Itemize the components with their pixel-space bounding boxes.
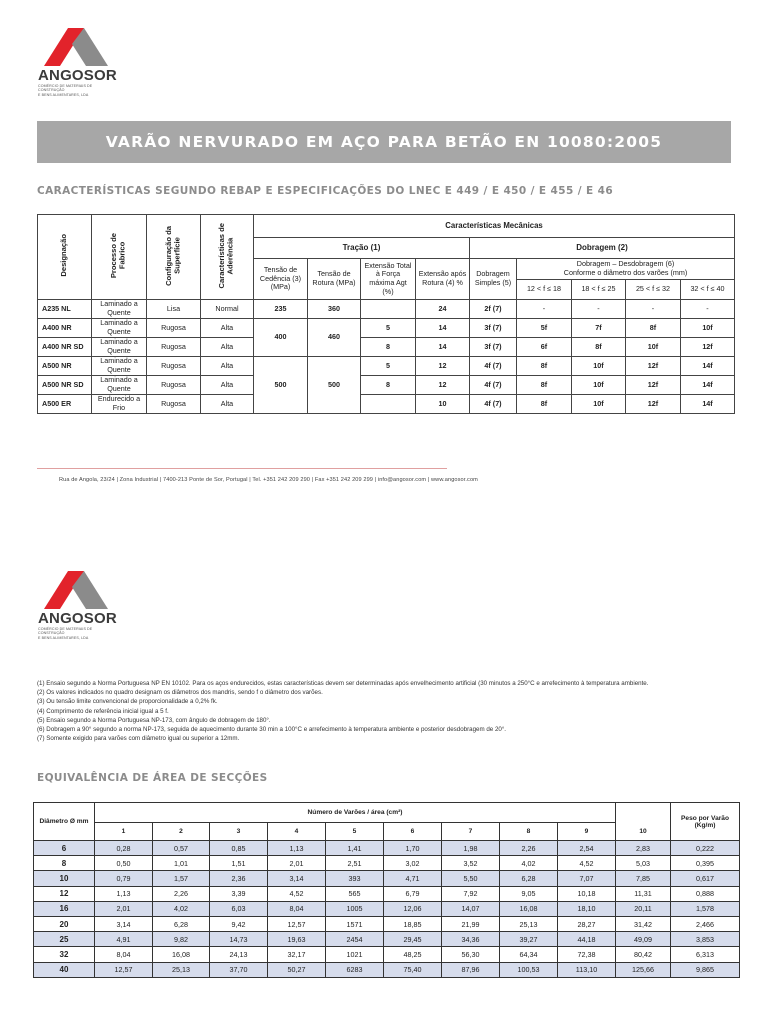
- header-extensao-apos: Extensão após Rotura (4) %: [416, 259, 470, 300]
- area-cell: 12,57: [268, 916, 326, 931]
- aderencia-cell: Alta: [201, 338, 254, 357]
- area-cell: 9,42: [210, 916, 268, 931]
- header-col-6: 6: [384, 823, 442, 841]
- area-cell: 6,28: [500, 871, 558, 886]
- area-cell: 24,13: [210, 947, 268, 962]
- header-dobragem: Dobragem (2): [470, 238, 735, 259]
- area-cell: 1,01: [153, 856, 210, 871]
- configuracao-cell: Lisa: [147, 300, 201, 319]
- area-cell: 3,14: [95, 916, 153, 931]
- tensao-cedencia-cell: 400: [254, 319, 308, 357]
- weight-cell: 0,395: [671, 856, 740, 871]
- area-cell: 87,96: [442, 962, 500, 977]
- area-cell: 6,79: [384, 886, 442, 901]
- area-cell: 19,63: [268, 932, 326, 947]
- header-col-2: 2: [153, 823, 210, 841]
- header-configuracao: Configuração da Superfície: [147, 215, 201, 300]
- range-4-cell: 14f: [681, 395, 735, 414]
- extensao-total-cell: 5: [361, 319, 416, 338]
- table-row: [34, 856, 740, 871]
- header-range-2: 18 < f ≤ 25: [572, 280, 626, 300]
- area-cell: 4,91: [95, 932, 153, 947]
- range-2-cell: -: [572, 300, 626, 319]
- equivalence-table-body: [34, 841, 740, 978]
- designacao-cell: A500 NR: [38, 357, 92, 376]
- weight-cell: 0,222: [671, 841, 740, 856]
- configuracao-cell: Rugosa: [147, 395, 201, 414]
- diameter-cell: 8: [34, 856, 95, 871]
- processo-cell: Laminado a Quente: [92, 357, 147, 376]
- area-cell: 25,13: [153, 962, 210, 977]
- table-row: [38, 376, 735, 395]
- roof-logo-icon: [38, 569, 110, 609]
- dobragem-simples-cell: 3f (7): [470, 319, 517, 338]
- header-col-1: 1: [95, 823, 153, 841]
- footnote: (3) Ou tensão limite convencional de proporcionalidade a 0,2% fk.: [37, 698, 218, 706]
- area-cell: 9,05: [500, 886, 558, 901]
- range-3-cell: 12f: [626, 357, 681, 376]
- table-row: [34, 962, 740, 977]
- range-3-cell: -: [626, 300, 681, 319]
- extensao-total-cell: 8: [361, 338, 416, 357]
- area-cell: 1,13: [268, 841, 326, 856]
- area-cell: 3,52: [442, 856, 500, 871]
- area-cell: 2,54: [558, 841, 616, 856]
- processo-cell: Laminado a Quente: [92, 338, 147, 357]
- area-cell: 8,04: [268, 901, 326, 916]
- table-row: [34, 932, 740, 947]
- footnote: (1) Ensaio segundo a Norma Portuguesa NP EN 10102. Para os aços endurecidos, estas características devem ser determinadas após envelhecimento artificial (30 minutos a 250°C e arrefecimento à temperatura ambiente.: [37, 680, 649, 687]
- diameter-cell: 25: [34, 932, 95, 947]
- designacao-cell: A500 ER: [38, 395, 92, 414]
- aderencia-cell: Alta: [201, 395, 254, 414]
- footnotes: [37, 679, 737, 743]
- processo-cell: Laminado a Quente: [92, 319, 147, 338]
- area-cell: 0,85: [210, 841, 268, 856]
- range-1-cell: 8f: [517, 395, 572, 414]
- designacao-cell: A500 NR SD: [38, 376, 92, 395]
- weight-cell: 0,888: [671, 886, 740, 901]
- dobragem-simples-cell: 4f (7): [470, 357, 517, 376]
- header-range-1: 12 < f ≤ 18: [517, 280, 572, 300]
- table-row: [34, 871, 740, 886]
- area-cell: 393: [326, 871, 384, 886]
- area-cell: 29,45: [384, 932, 442, 947]
- area-cell: 10,18: [558, 886, 616, 901]
- area-cell: 16,08: [153, 947, 210, 962]
- header-diametro: Diâmetro Ø mm: [34, 803, 95, 841]
- logo-subtitle-1: COMÉRCIO DE MATERIAIS DE CONSTRUÇÃO: [38, 627, 93, 636]
- header-col-9: 9: [558, 823, 616, 841]
- table-row: [38, 357, 735, 376]
- dobragem-simples-cell: 2f (7): [470, 300, 517, 319]
- area-cell: 37,70: [210, 962, 268, 977]
- range-1-cell: -: [517, 300, 572, 319]
- aderencia-cell: Normal: [201, 300, 254, 319]
- processo-cell: Laminado a Quente: [92, 376, 147, 395]
- configuracao-cell: Rugosa: [147, 338, 201, 357]
- weight-cell: 3,853: [671, 932, 740, 947]
- area-cell: 80,42: [616, 947, 671, 962]
- logo-subtitle-2: E BENS ALIMENTARES, LDA: [38, 92, 89, 97]
- range-4-cell: 14f: [681, 376, 735, 395]
- header-col-3: 3: [210, 823, 268, 841]
- header-designacao: Designação: [38, 215, 92, 300]
- area-cell: 1,13: [95, 886, 153, 901]
- area-cell: 14,73: [210, 932, 268, 947]
- footer-address: Rua de Angola, 23/24 | Zona Industrial | 7400-213 Ponte de Sor, Portugal | Tel. +351 242 209 290 | Fax +351 242 209 299 | info@angosor.com | www.angosor.com: [59, 477, 478, 483]
- extensao-total-cell: [361, 300, 416, 319]
- footnote: (6) Dobragem a 90° segundo a norma NP-173, seguida de aquecimento durante 30 min a 100°C e arrefecimento à temperatura ambiente e posterior desdobragem de 20°.: [37, 726, 507, 734]
- area-cell: 1,51: [210, 856, 268, 871]
- weight-cell: 6,313: [671, 947, 740, 962]
- range-2-cell: 10f: [572, 357, 626, 376]
- extensao-apos-cell: 12: [416, 376, 470, 395]
- area-cell: 1,57: [153, 871, 210, 886]
- tensao-rotura-cell: 360: [308, 300, 361, 319]
- diameter-cell: 10: [34, 871, 95, 886]
- area-cell: 14,07: [442, 901, 500, 916]
- area-cell: 0,50: [95, 856, 153, 871]
- header-dobragem-desdobragem: Dobragem – Desdobragem (6) Conforme o diâmetro dos varões (mm): [517, 259, 735, 280]
- weight-cell: 1,578: [671, 901, 740, 916]
- aderencia-cell: Alta: [201, 376, 254, 395]
- area-cell: 49,09: [616, 932, 671, 947]
- area-cell: 2,01: [268, 856, 326, 871]
- header-col-8: 8: [500, 823, 558, 841]
- extensao-total-cell: 5: [361, 357, 416, 376]
- area-cell: 75,40: [384, 962, 442, 977]
- area-cell: 1,70: [384, 841, 442, 856]
- header-numero-varoes: Número de Varões / área (cm²): [95, 803, 616, 823]
- diameter-cell: 32: [34, 947, 95, 962]
- extensao-total-cell: [361, 395, 416, 414]
- company-logo: [38, 26, 118, 97]
- area-cell: 3,14: [268, 871, 326, 886]
- tensao-rotura-cell: 500: [308, 357, 361, 414]
- banner-title: VARÃO NERVURADO EM AÇO PARA BETÃO EN 10080:2005: [105, 133, 663, 151]
- area-cell: 8,04: [95, 947, 153, 962]
- equivalence-table: [33, 802, 740, 978]
- footnote: (2) Os valores indicados no quadro designam os diâmetros dos mandris, sendo f o diâmetro dos varões.: [37, 689, 323, 697]
- area-cell: 0,28: [95, 841, 153, 856]
- characteristics-table: [37, 214, 735, 414]
- area-cell: 6283: [326, 962, 384, 977]
- diameter-cell: 12: [34, 886, 95, 901]
- range-3-cell: 10f: [626, 338, 681, 357]
- extensao-apos-cell: 14: [416, 338, 470, 357]
- tensao-cedencia-cell: 235: [254, 300, 308, 319]
- table-row: [38, 319, 735, 338]
- area-cell: 11,31: [616, 886, 671, 901]
- area-cell: 56,30: [442, 947, 500, 962]
- weight-cell: 9,865: [671, 962, 740, 977]
- header-col-4: 4: [268, 823, 326, 841]
- area-cell: 5,50: [442, 871, 500, 886]
- range-3-cell: 12f: [626, 376, 681, 395]
- range-1-cell: 8f: [517, 376, 572, 395]
- aderencia-cell: Alta: [201, 319, 254, 338]
- extensao-apos-cell: 14: [416, 319, 470, 338]
- area-cell: 4,52: [558, 856, 616, 871]
- table-row: [34, 947, 740, 962]
- logo-subtitle-1: COMÉRCIO DE MATERIAIS DE CONSTRUÇÃO: [38, 84, 93, 93]
- area-cell: 2,36: [210, 871, 268, 886]
- header-col-5: 5: [326, 823, 384, 841]
- diameter-cell: 16: [34, 901, 95, 916]
- table-row: [34, 916, 740, 931]
- area-cell: 3,39: [210, 886, 268, 901]
- configuracao-cell: Rugosa: [147, 376, 201, 395]
- range-3-cell: 8f: [626, 319, 681, 338]
- area-cell: 16,08: [500, 901, 558, 916]
- dobragem-simples-cell: 4f (7): [470, 395, 517, 414]
- header-mecanicas: Características Mecânicas: [254, 215, 735, 238]
- area-cell: 4,52: [268, 886, 326, 901]
- company-logo: [38, 569, 118, 640]
- aderencia-cell: Alta: [201, 357, 254, 376]
- weight-cell: 2,466: [671, 916, 740, 931]
- diameter-cell: 6: [34, 841, 95, 856]
- designacao-cell: A400 NR: [38, 319, 92, 338]
- range-2-cell: 8f: [572, 338, 626, 357]
- area-cell: 1005: [326, 901, 384, 916]
- area-cell: 18,85: [384, 916, 442, 931]
- header-caracteristicas-aderencia: Características de Aderência: [201, 215, 254, 300]
- area-cell: 2,01: [95, 901, 153, 916]
- header-extensao-total: Extensão Total à Força máxima Agt (%): [361, 259, 416, 300]
- extensao-apos-cell: 24: [416, 300, 470, 319]
- logo-subtitle-2: E BENS ALIMENTARES, LDA: [38, 635, 89, 640]
- area-cell: 7,92: [442, 886, 500, 901]
- area-cell: 5,03: [616, 856, 671, 871]
- area-cell: 7,07: [558, 871, 616, 886]
- tensao-rotura-cell: 460: [308, 319, 361, 357]
- footer-divider: [37, 468, 447, 469]
- dobragem-simples-cell: 4f (7): [470, 376, 517, 395]
- area-cell: 2454: [326, 932, 384, 947]
- area-cell: 44,18: [558, 932, 616, 947]
- configuracao-cell: Rugosa: [147, 357, 201, 376]
- header-col-10: 10: [616, 823, 671, 841]
- header-range-3: 25 < f ≤ 32: [626, 280, 681, 300]
- area-cell: 12,06: [384, 901, 442, 916]
- area-cell: 100,53: [500, 962, 558, 977]
- footnote: (7) Somente exigido para varões com diâmetro igual ou superior a 12mm.: [37, 735, 240, 743]
- area-cell: 1571: [326, 916, 384, 931]
- logo-brand: ANGOSOR: [38, 610, 117, 627]
- table-row: [38, 338, 735, 357]
- range-4-cell: 12f: [681, 338, 735, 357]
- header-processo: Processo de Fabrico: [92, 215, 147, 300]
- area-cell: 25,13: [500, 916, 558, 931]
- area-cell: 64,34: [500, 947, 558, 962]
- area-cell: 12,57: [95, 962, 153, 977]
- section-title-characteristics: CARACTERÍSTICAS SEGUNDO REBAP E ESPECIFICAÇÕES DO LNEC E 449 / E 450 / E 455 / E 46: [37, 185, 614, 197]
- area-cell: 7,85: [616, 871, 671, 886]
- area-cell: 4,71: [384, 871, 442, 886]
- header-peso: Peso por Varão (Kg/m): [671, 803, 740, 841]
- area-cell: 2,26: [153, 886, 210, 901]
- range-2-cell: 10f: [572, 395, 626, 414]
- tensao-cedencia-cell: 500: [254, 357, 308, 414]
- range-4-cell: 14f: [681, 357, 735, 376]
- range-1-cell: 6f: [517, 338, 572, 357]
- range-4-cell: -: [681, 300, 735, 319]
- processo-cell: Endurecido a Frio: [92, 395, 147, 414]
- area-cell: 2,51: [326, 856, 384, 871]
- area-cell: 21,99: [442, 916, 500, 931]
- header-dobragem-simples: Dobragem Simples (5): [470, 259, 517, 300]
- table-row: [34, 886, 740, 901]
- area-cell: 20,11: [616, 901, 671, 916]
- configuracao-cell: Rugosa: [147, 319, 201, 338]
- area-cell: 1,98: [442, 841, 500, 856]
- extensao-total-cell: 8: [361, 376, 416, 395]
- table-row: [34, 901, 740, 916]
- logo-brand: ANGOSOR: [38, 67, 117, 84]
- area-cell: 113,10: [558, 962, 616, 977]
- area-cell: 28,27: [558, 916, 616, 931]
- extensao-apos-cell: 10: [416, 395, 470, 414]
- area-cell: 1,41: [326, 841, 384, 856]
- range-1-cell: 8f: [517, 357, 572, 376]
- area-cell: 31,42: [616, 916, 671, 931]
- area-cell: 1021: [326, 947, 384, 962]
- area-cell: 72,38: [558, 947, 616, 962]
- weight-cell: 0,617: [671, 871, 740, 886]
- header-col-7: 7: [442, 823, 500, 841]
- area-cell: 50,27: [268, 962, 326, 977]
- table-row: [34, 841, 740, 856]
- area-cell: 2,26: [500, 841, 558, 856]
- range-2-cell: 10f: [572, 376, 626, 395]
- area-cell: 565: [326, 886, 384, 901]
- diameter-cell: 20: [34, 916, 95, 931]
- area-cell: 32,17: [268, 947, 326, 962]
- area-cell: 0,57: [153, 841, 210, 856]
- header-tensao-rotura: Tensão de Rotura (MPa): [308, 259, 361, 300]
- header-tensao-cedencia: Tensão de Cedência (3) (MPa): [254, 259, 308, 300]
- area-cell: 48,25: [384, 947, 442, 962]
- area-cell: 9,82: [153, 932, 210, 947]
- area-cell: 6,28: [153, 916, 210, 931]
- area-cell: 4,02: [500, 856, 558, 871]
- area-cell: 125,66: [616, 962, 671, 977]
- dobragem-simples-cell: 3f (7): [470, 338, 517, 357]
- area-cell: 39,27: [500, 932, 558, 947]
- area-cell: 2,83: [616, 841, 671, 856]
- range-4-cell: 10f: [681, 319, 735, 338]
- range-2-cell: 7f: [572, 319, 626, 338]
- table-row: [38, 300, 735, 319]
- footnote: (4) Comprimento de referência inicial igual a 5 f.: [37, 707, 169, 715]
- header-range-4: 32 < f ≤ 40: [681, 280, 735, 300]
- processo-cell: Laminado a Quente: [92, 300, 147, 319]
- title-banner: [37, 121, 731, 163]
- designacao-cell: A235 NL: [38, 300, 92, 319]
- area-cell: 6,03: [210, 901, 268, 916]
- extensao-apos-cell: 12: [416, 357, 470, 376]
- area-cell: 18,10: [558, 901, 616, 916]
- roof-logo-icon: [38, 26, 110, 66]
- area-cell: 34,36: [442, 932, 500, 947]
- area-cell: 3,02: [384, 856, 442, 871]
- section-title-equivalence: EQUIVALÊNCIA DE ÁREA DE SECÇÕES: [37, 772, 268, 784]
- range-1-cell: 5f: [517, 319, 572, 338]
- diameter-cell: 40: [34, 962, 95, 977]
- footnote: (5) Ensaio segundo a Norma Portuguesa NP-173, com ângulo de dobragem de 180°.: [37, 716, 271, 724]
- table-row: [38, 395, 735, 414]
- designacao-cell: A400 NR SD: [38, 338, 92, 357]
- range-3-cell: 12f: [626, 395, 681, 414]
- area-cell: 4,02: [153, 901, 210, 916]
- area-cell: 0,79: [95, 871, 153, 886]
- header-tracao: Tração (1): [254, 238, 470, 259]
